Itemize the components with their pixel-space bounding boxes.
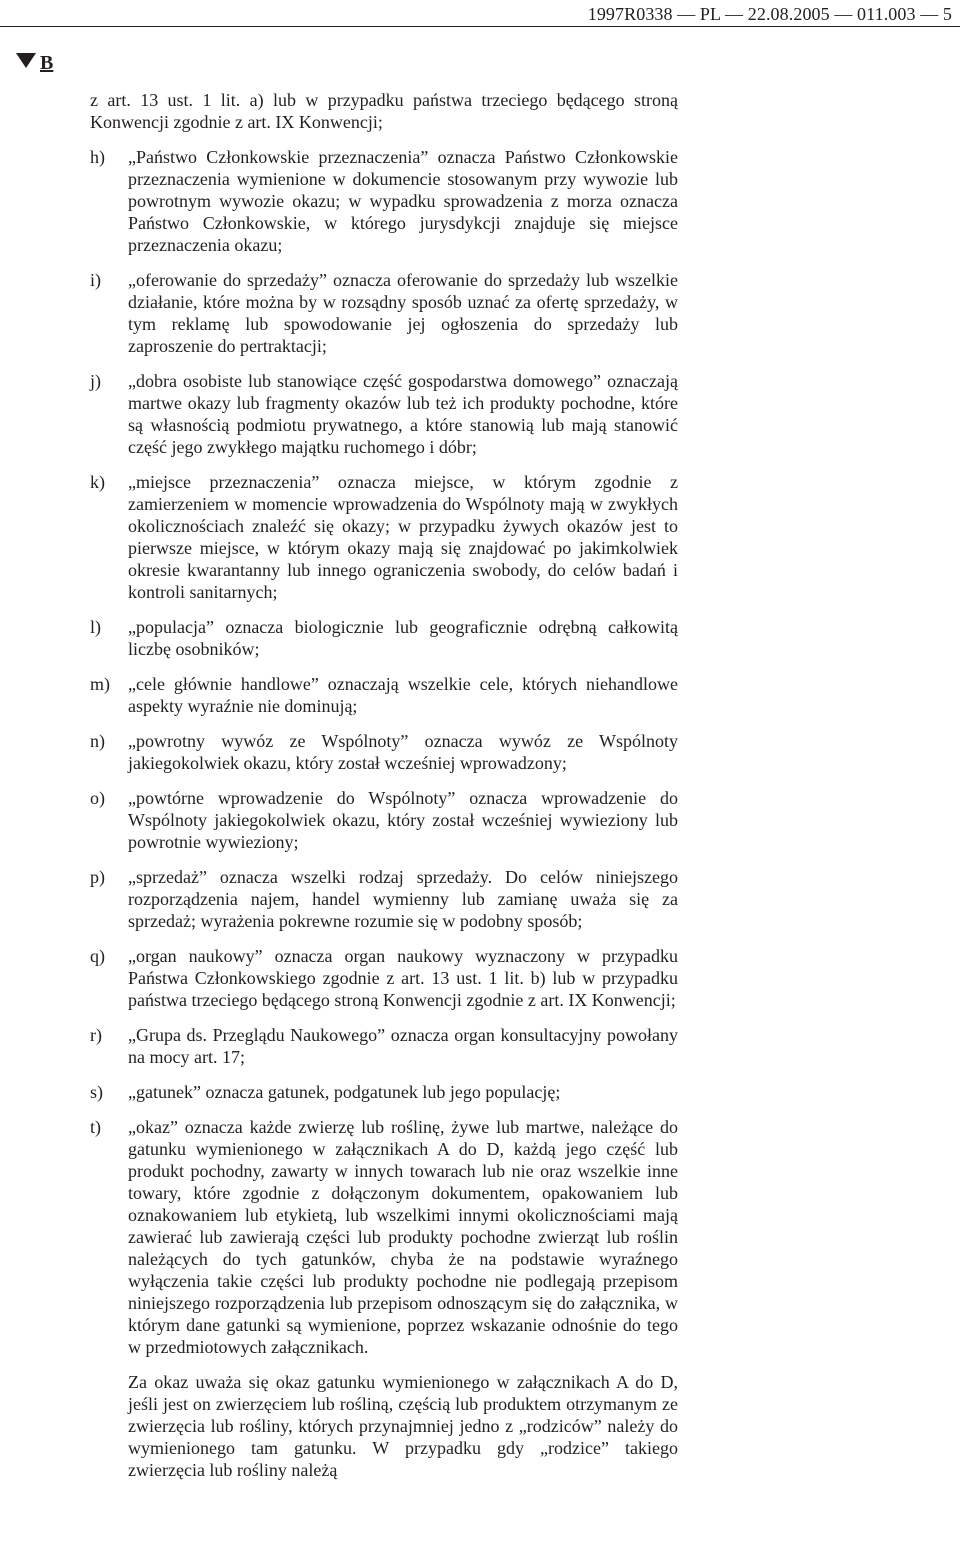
definition-item (90, 269, 678, 357)
definition-label: k) (90, 472, 105, 492)
definition-text: „sprzedaż” oznacza wszelki rodzaj sprzedaży. Do celów niniejszego rozporządzenia najem, handel wymienny lub zamianę uważa się za sprzedaż; wyrażenia pokrewne rozumie się w podobny sposób; (128, 867, 678, 931)
definition-label: j) (90, 371, 101, 391)
definition-text: „organ naukowy” oznacza organ naukowy wyznaczony w przypadku Państwa Członkowskiego zgodnie z art. 13 ust. 1 lit. b) lub w przypadku państwa trzeciego będącego stroną Konwencji zgodnie z art. IX Konwencji; (128, 946, 678, 1010)
definition-text: „oferowanie do sprzedaży” oznacza oferowanie do sprzedaży lub wszelkie działanie, które można by w rozsądny sposób uznać za ofertę sprzedaży, w tym reklamę lub spowodowanie jej ogłoszenia do sprzedaży lub zaproszenie do pertraktacji; (128, 270, 678, 356)
definition-text: „Grupa ds. Przeglądu Naukowego” oznacza organ konsultacyjny powołany na mocy art. 17; (128, 1025, 678, 1067)
definition-label: n) (90, 731, 105, 751)
document-reference: 1997R0338 — PL — 22.08.2005 — 011.003 — 5 (587, 4, 952, 24)
definition-item (90, 1116, 678, 1358)
definition-item (90, 730, 678, 774)
definition-item (90, 146, 678, 256)
definition-label: s) (90, 1082, 103, 1102)
document-body (90, 89, 678, 1481)
definition-item (90, 945, 678, 1011)
definition-label: t) (90, 1117, 101, 1137)
definition-text: „gatunek” oznacza gatunek, podgatunek lub jego populację; (128, 1082, 561, 1102)
definition-text: „okaz” oznacza każde zwierzę lub roślinę, żywe lub martwe, należące do gatunku wymienionego w załącznikach A do D, każdą jego część lub produkt pochodny, zawarty w innych towarach lub nie oraz wszelkie inne towary, które zgodnie z dołączonym dokumentem, opakowaniem lub oznakowaniem lub etykietą, lub wszelkimi innymi okolicznościami mają zawierać lub zawierają części lub produkty pochodne zwierząt lub roślin należących do tych gatunków, chyba że na podstawie wyraźnego wyłączenia takie części lub produkty pochodne nie podlegają przepisom niniejszego rozporządzenia lub przepisom odnoszącym się do załącznika, w którym dane gatunki są wymienione, poprzez wskazanie odnośnie do tego w przedmiotowych załącznikach. (128, 1117, 678, 1357)
definition-item (90, 673, 678, 717)
definition-label: r) (90, 1025, 102, 1045)
definition-text: „populacja” oznacza biologicznie lub geograficznie odrębną całkowitą liczbę osobników; (128, 617, 678, 659)
definition-label: q) (90, 946, 105, 966)
definition-label: i) (90, 270, 101, 290)
continuation-paragraph: Za okaz uważa się okaz gatunku wymienionego w załącznikach A do D, jeśli jest on zwierzęciem lub rośliną, częścią lub produktem otrzymanym ze zwierzęcia lub rośliny, których przynajmniej jedno z „rodziców” należy do wymienionego tam gatunku. W przypadku gdy „rodzice” takiego zwierzęcia lub rośliny należą (128, 1372, 678, 1480)
definition-item (90, 616, 678, 660)
definition-text: „dobra osobiste lub stanowiące część gospodarstwa domowego” oznaczają martwe okazy lub fragmenty okazów lub też ich produkty pochodne, które są własnością podmiotu prywatnego, a które stanowią lub mają stanowić część jego zwykłego majątku ruchomego i dóbr; (128, 371, 678, 457)
definition-item (90, 1081, 678, 1103)
definition-item (90, 787, 678, 853)
definition-item (90, 370, 678, 458)
definition-label: o) (90, 788, 105, 808)
definition-text: „Państwo Członkowskie przeznaczenia” oznacza Państwo Członkowskie przeznaczenia wymienione w dokumencie stosowanym przy wywozie lub powrotnym wywozie okazu; w wypadku sprowadzenia z morza oznacza Państwo Członkowskie, w którego jurysdykcji znajduje się miejsce przeznaczenia okazu; (128, 147, 678, 255)
definition-label: m) (90, 674, 110, 694)
header-rule (0, 26, 960, 27)
definition-item (90, 471, 678, 603)
page-header (0, 0, 960, 28)
triangle-down-icon (16, 53, 36, 68)
definition-item (90, 1024, 678, 1068)
definition-label: h) (90, 147, 105, 167)
amendment-marker (16, 52, 53, 75)
definitions-list (90, 146, 678, 1358)
definition-label: p) (90, 867, 105, 887)
definition-label: l) (90, 617, 101, 637)
definition-text: „cele głównie handlowe” oznaczają wszelkie cele, których niehandlowe aspekty wyraźnie nie dominują; (128, 674, 678, 716)
definition-item (90, 866, 678, 932)
definition-text: „miejsce przeznaczenia” oznacza miejsce, w którym zgodnie z zamierzeniem w momencie wprowadzenia do Wspólnoty mają w zwykłych okolicznościach znaleźć się okazy; w przypadku żywych okazów jest to pierwsze miejsce, w którym okazy mają się znajdować po jakimkolwiek okresie kwarantanny lub innego ograniczenia swobody, do celów badań i kontroli sanitarnych; (128, 472, 678, 602)
definition-text: „powtórne wprowadzenie do Wspólnoty” oznacza wprowadzenie do Wspólnoty jakiegokolwiek okazu, który został wcześniej wywieziony lub powrotnie wywieziony; (128, 788, 678, 852)
definition-text: „powrotny wywóz ze Wspólnoty” oznacza wywóz ze Wspólnoty jakiegokolwiek okazu, który został wcześniej wprowadzony; (128, 731, 678, 773)
amendment-marker-label: B (40, 52, 54, 74)
intro-paragraph: z art. 13 ust. 1 lit. a) lub w przypadku państwa trzeciego będącego stroną Konwencji zgodnie z art. IX Konwencji; (90, 90, 678, 132)
